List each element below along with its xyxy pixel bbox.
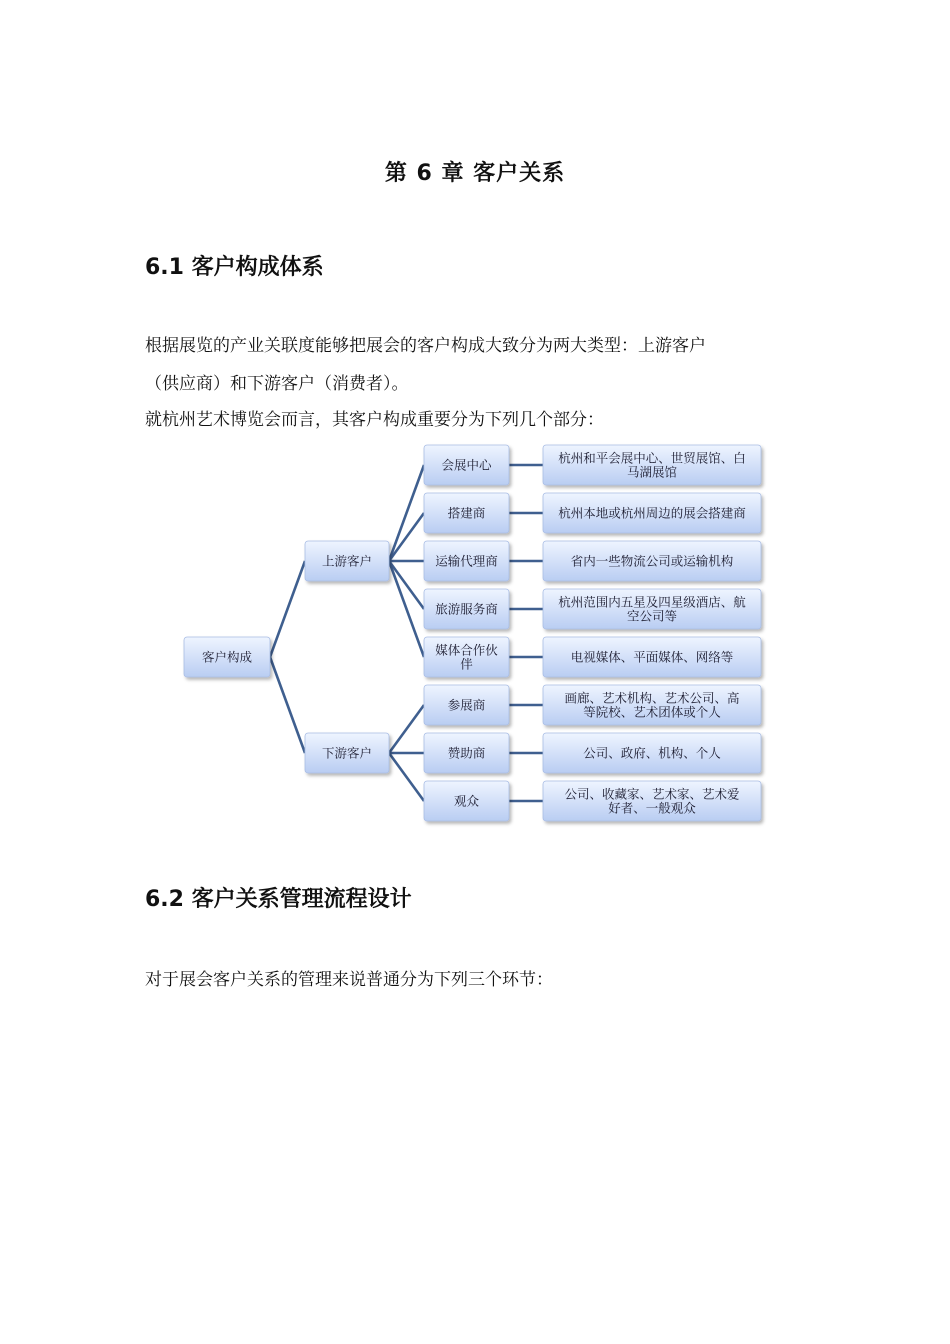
node-item-0-3	[424, 589, 509, 629]
node-detail-0-1	[543, 493, 761, 533]
node-item-0-1	[424, 493, 509, 533]
node-item-1-2	[424, 781, 509, 821]
connector-group-0-item-0	[389, 465, 424, 561]
connector-group-1-item-0	[389, 705, 424, 753]
node-item-0-4	[424, 637, 509, 677]
node-detail-0-0-label: 马湖展馆	[626, 464, 678, 480]
node-item-0-2-label: 运输代理商	[435, 553, 498, 569]
node-item-1-1-label: 赞助商	[447, 745, 486, 761]
node-detail-1-2	[543, 781, 761, 821]
node-detail-1-0	[543, 685, 761, 725]
paragraph-composition: 就杭州艺术博览会而言，其客户构成重要分为下列几个部分：	[145, 410, 604, 430]
node-item-1-0	[424, 685, 509, 725]
node-detail-1-1	[543, 733, 761, 773]
node-group-1	[305, 733, 389, 773]
node-group-0-label: 上游客户	[321, 553, 373, 569]
node-root-label: 客户构成	[201, 649, 253, 665]
paragraph-intro-line1: 根据展览的产业关联度能够把展会的客户构成大致分为两大类型：上游客户	[145, 336, 706, 356]
node-detail-0-2	[543, 541, 761, 581]
node-group-0	[305, 541, 389, 581]
node-detail-0-3-label: 杭州范围内五星及四星级酒店、航	[558, 594, 746, 610]
section-title-6-2: 6.2 客户关系管理流程设计	[145, 887, 412, 912]
node-item-0-2	[424, 541, 509, 581]
chapter-title: 第 6 章 客户关系	[384, 161, 566, 186]
paragraph-process: 对于展会客户关系的管理来说普通分为下列三个环节：	[145, 970, 553, 990]
node-detail-0-4	[543, 637, 761, 677]
connector-group-0-item-3	[389, 561, 424, 609]
node-item-0-1-label: 搭建商	[447, 505, 486, 521]
node-item-1-2-label: 观众	[453, 793, 480, 809]
node-detail-0-2-label: 省内一些物流公司或运输机构	[570, 553, 734, 569]
node-root	[184, 637, 270, 677]
node-detail-1-0-label: 等院校、艺术团体或个人	[583, 704, 721, 720]
connector-root-group-0	[270, 561, 305, 657]
connector-group-1-item-2	[389, 753, 424, 801]
node-detail-0-0	[543, 445, 761, 485]
paragraph-intro-line2: （供应商）和下游客户（消费者）。	[145, 374, 409, 394]
node-detail-1-2-label: 公司、收藏家、艺术家、艺术爱	[564, 786, 740, 802]
node-item-0-3-label: 旅游服务商	[435, 601, 498, 617]
node-detail-0-3	[543, 589, 761, 629]
node-detail-0-0-label: 杭州和平会展中心、世贸展馆、白	[558, 450, 746, 466]
node-item-0-4-label: 伴	[460, 656, 473, 672]
node-detail-1-0-label: 画廊、艺术机构、艺术公司、高	[564, 690, 740, 706]
connector-group-0-item-4	[389, 561, 424, 657]
node-item-0-0-label: 会展中心	[441, 457, 492, 473]
node-detail-1-2-label: 好者、一般观众	[608, 800, 696, 816]
node-item-0-0	[424, 445, 509, 485]
node-detail-0-1-label: 杭州本地或杭州周边的展会搭建商	[558, 505, 746, 521]
connector-group-0-item-1	[389, 513, 424, 561]
node-group-1-label: 下游客户	[321, 745, 373, 761]
node-detail-1-1-label: 公司、政府、机构、个人	[583, 745, 721, 761]
node-detail-0-4-label: 电视媒体、平面媒体、网络等	[570, 649, 734, 665]
node-detail-0-3-label: 空公司等	[626, 608, 678, 624]
node-item-1-1	[424, 733, 509, 773]
node-item-0-4-label: 媒体合作伙	[435, 642, 498, 658]
connector-root-group-1	[270, 657, 305, 753]
node-item-1-0-label: 参展商	[447, 697, 486, 713]
section-title-6-1: 6.1 客户构成体系	[145, 255, 324, 280]
